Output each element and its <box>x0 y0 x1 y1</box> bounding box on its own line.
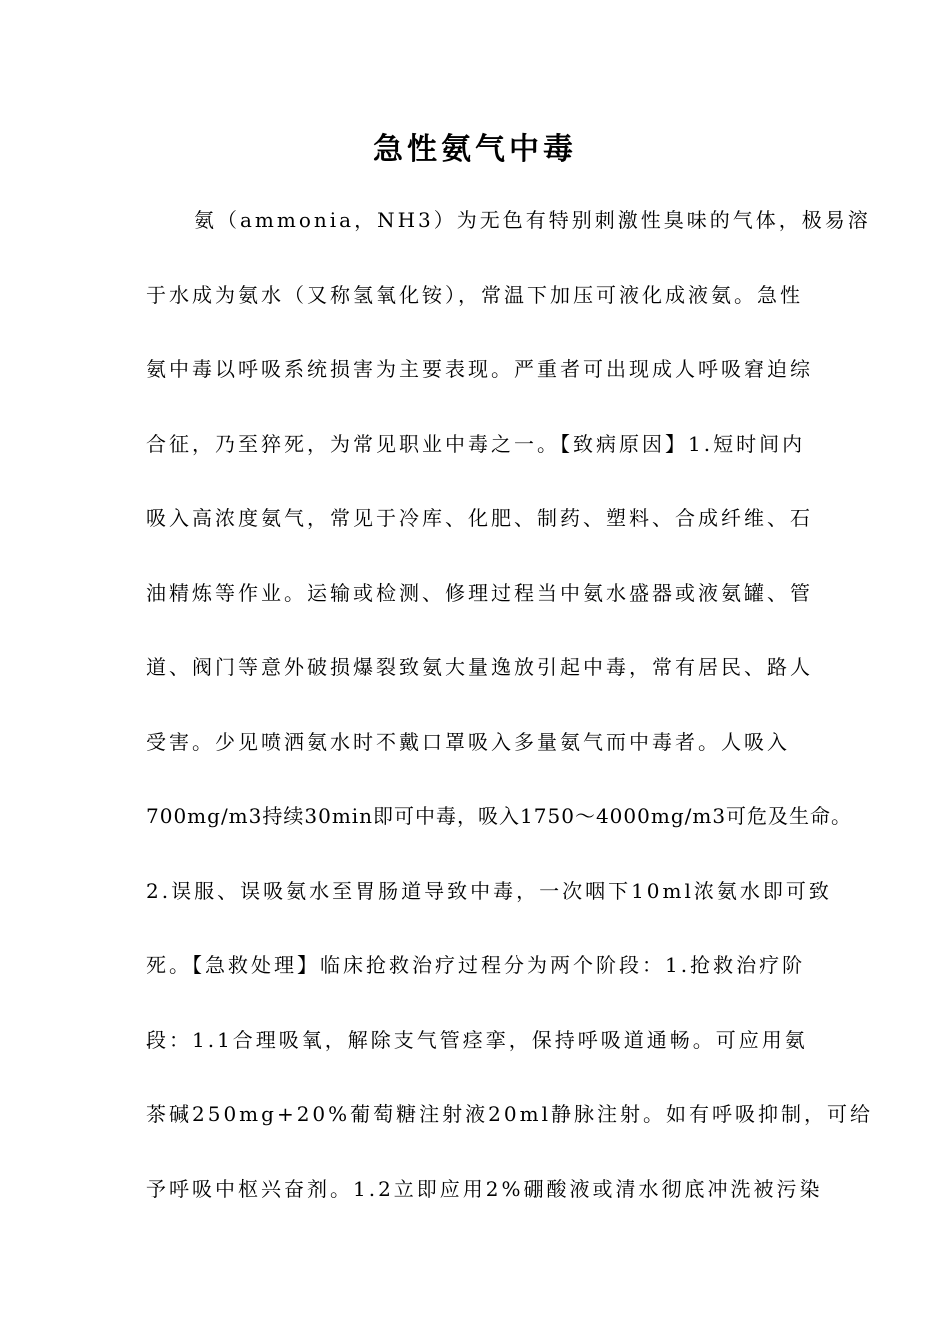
document-body <box>146 204 873 1247</box>
document-title: 急性氨气中毒 <box>373 132 577 167</box>
body-line: 氨（ammonia，NH3）为无色有特别刺激性臭味的气体，极易溶 <box>194 208 871 232</box>
body-line: 段：1.1合理吸氧，解除支气管痉挛，保持呼吸道通畅。可应用氨 <box>146 1027 808 1052</box>
body-line: 油精炼等作业。运输或检测、修理过程当中氨水盛器或液氨罐、管 <box>146 580 813 605</box>
body-line: 死。【急救处理】临床抢救治疗过程分为两个阶段：1.抢救治疗阶 <box>146 953 806 977</box>
body-line: 700mg/m3持续30min即可中毒，吸入1750～4000mg/m3可危及生命。 <box>146 804 853 828</box>
body-line: 茶碱250mg+20%葡萄糖注射液20ml静脉注射。如有呼吸抑制，可给 <box>146 1102 873 1126</box>
body-line: 道、阀门等意外破损爆裂致氨大量逸放引起中毒，常有居民、路人 <box>146 655 813 679</box>
body-line: 2.误服、误吸氨水至胃肠道导致中毒，一次咽下10ml浓氨水即可致 <box>146 878 832 903</box>
body-line: 吸入高浓度氨气，常见于冷库、化肥、制药、塑料、合成纤维、石 <box>146 506 813 530</box>
body-line: 于水成为氨水（又称氢氧化铵），常温下加压可液化成液氨。急性 <box>146 282 803 307</box>
body-line: 予呼吸中枢兴奋剂。1.2立即应用2%硼酸液或清水彻底冲洗被污染 <box>146 1176 823 1201</box>
body-line: 氨中毒以呼吸系统损害为主要表现。严重者可出现成人呼吸窘迫综 <box>146 357 813 381</box>
body-line: 合征，乃至猝死，为常见职业中毒之一。【致病原因】1.短时间内 <box>146 431 806 456</box>
body-line: 受害。少见喷洒氨水时不戴口罩吸入多量氨气而中毒者。人吸入 <box>146 729 790 754</box>
